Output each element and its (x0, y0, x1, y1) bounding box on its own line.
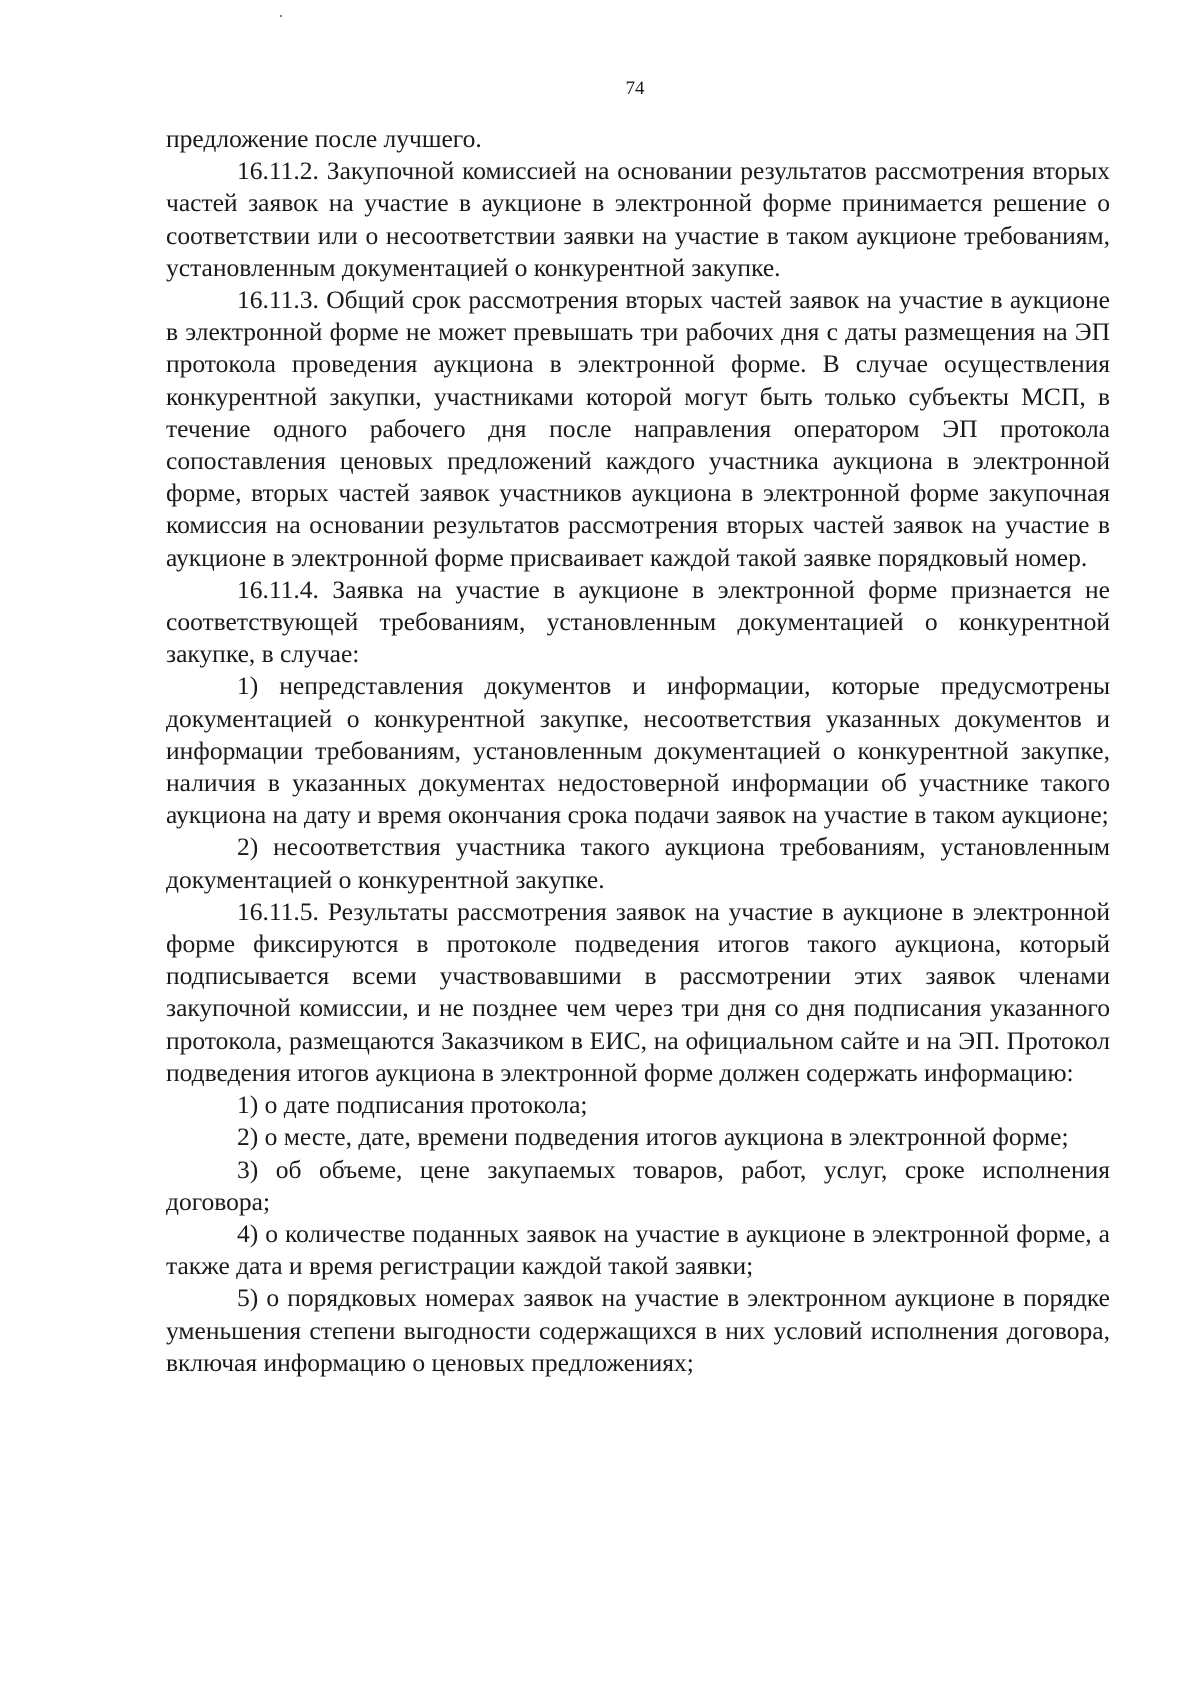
paragraph-continuation: предложение после лучшего. (166, 124, 482, 153)
paragraph-16-11-2: 16.11.2. Закупочной комиссией на основании результатов рассмотрения вторых частей заявок на участие в аукционе в электронной форме принимается решение о соответствии или о несоответствии заявки на участие в таком аукционе требованиям, установленным документацией о конкурентной закупке. (166, 156, 1110, 282)
paragraph-16-11-3: 16.11.3. Общий срок рассмотрения вторых частей заявок на участие в аукционе в электронной форме не может превышать три рабочих дня с даты размещения на ЭП протокола проведения аукциона в электронной форме. В случае осуществления конкурентной закупки, участниками которой могут быть только субъекты МСП, в течение одного рабочего дня после направления оператором ЭП протокола сопоставления ценовых предложений каждого участника аукциона в электронной форме, вторых частей заявок участников аукциона в электронной форме закупочная комиссия на основании результатов рассмотрения вторых частей заявок на участие в аукционе в электронной форме присваивает каждой такой заявке порядковый номер. (166, 285, 1110, 572)
list-item-16-11-5-4: 4) о количестве поданных заявок на участие в аукционе в электронной форме, а также дата и время регистрации каждой такой заявки; (166, 1218, 1110, 1281)
document-body (166, 123, 1110, 1379)
list-item-16-11-4-1: 1) непредставления документов и информации, которые предусмотрены документацией о конкурентной закупке, несоответствия указанных документов и информации требованиям, установленным документацией о конкурентной закупке, наличия в указанных документах недостоверной информации об участнике такого аукциона на дату и время окончания срока подачи заявок на участие в таком аукционе; (166, 671, 1110, 830)
list-item-16-11-5-2: 2) о месте, дате, времени подведения итогов аукциона в электронной форме; (237, 1122, 1069, 1152)
paragraph-16-11-4: 16.11.4. Заявка на участие в аукционе в электронной форме признается не соответствующей требованиям, установленным документацией о конкурентной закупке, в случае: (166, 574, 1110, 669)
list-item-16-11-5-3: 3) об объеме, цене закупаемых товаров, работ, услуг, сроке исполнения договора; (166, 1154, 1110, 1216)
list-item-16-11-5-1: 1) о дате подписания протокола; (237, 1090, 588, 1120)
paragraph-16-11-5: 16.11.5. Результаты рассмотрения заявок на участие в аукционе в электронной форме фиксируются в протоколе подведения итогов такого аукциона, который подписывается всеми участвовавшими в рассмотрении этих заявок членами закупочной комиссии, и не позднее чем через три дня со дня подписания указанного протокола, размещаются Заказчиком в ЕИС, на официальном сайте и на ЭП. Протокол подведения итогов аукциона в электронной форме должен содержать информацию: (166, 896, 1110, 1087)
list-item-16-11-4-2: 2) несоответствия участника такого аукциона требованиям, установленным документацией о конкурентной закупке. (166, 832, 1110, 894)
list-item-16-11-5-5: 5) о порядковых номерах заявок на участие в электронном аукционе в порядке уменьшения степени выгодности содержащихся в них условий исполнения договора, включая информацию о ценовых предложениях; (166, 1283, 1110, 1377)
scan-speck (280, 15, 282, 17)
page-number: 74 (625, 78, 645, 99)
